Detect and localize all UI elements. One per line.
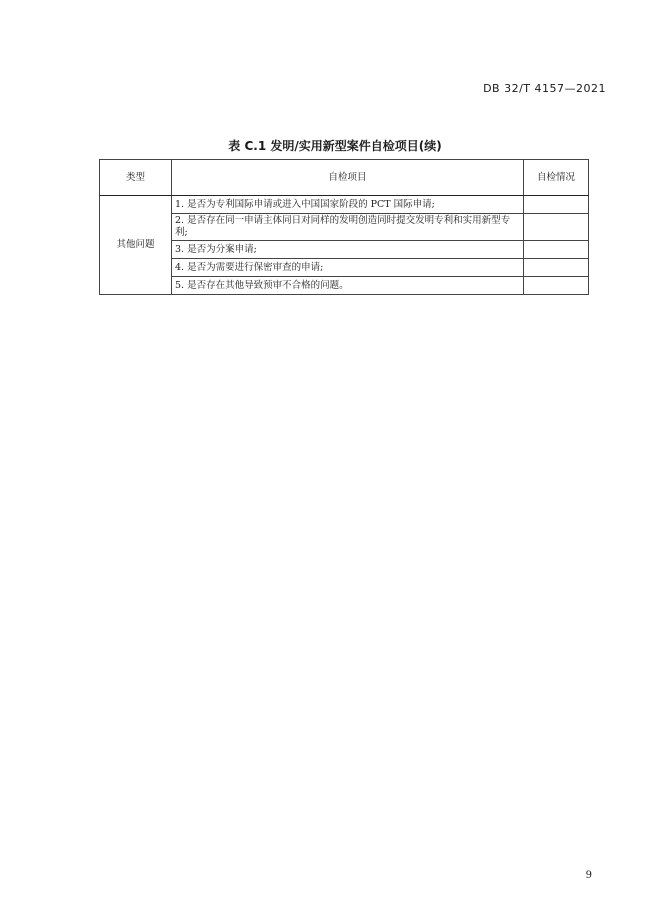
- check-item-cell: 5. 是否存在其他导致预审不合格的问题。: [172, 277, 524, 295]
- table-row: [100, 277, 589, 295]
- check-status-cell: [524, 196, 589, 214]
- table-row: [100, 241, 589, 259]
- table-title: 表 C.1 发明/实用新型案件自检项目(续): [228, 139, 442, 153]
- check-status-cell: [524, 241, 589, 259]
- category-cell: 其他问题: [100, 196, 172, 295]
- column-header-check-status: 自检情况: [524, 160, 589, 196]
- table-row: [100, 196, 589, 214]
- table-row: [100, 214, 589, 241]
- page-number: 9: [585, 870, 592, 881]
- check-item-cell: 4. 是否为需要进行保密审查的申请;: [172, 259, 524, 277]
- table-row: [100, 259, 589, 277]
- column-header-type: 类型: [100, 160, 172, 196]
- check-item-cell: 3. 是否为分案申请;: [172, 241, 524, 259]
- check-status-cell: [524, 259, 589, 277]
- check-item-cell: 2. 是否存在同一申请主体同日对同样的发明创造同时提交发明专利和实用新型专利;: [172, 214, 524, 241]
- check-status-cell: [524, 277, 589, 295]
- self-check-table: [99, 159, 589, 295]
- document-code: DB 32/T 4157—2021: [483, 82, 606, 95]
- column-header-check-item: 自检项目: [172, 160, 524, 196]
- table-header-row: [100, 160, 589, 196]
- check-item-cell: 1. 是否为专利国际申请或进入中国国家阶段的 PCT 国际申请;: [172, 196, 524, 214]
- check-status-cell: [524, 214, 589, 241]
